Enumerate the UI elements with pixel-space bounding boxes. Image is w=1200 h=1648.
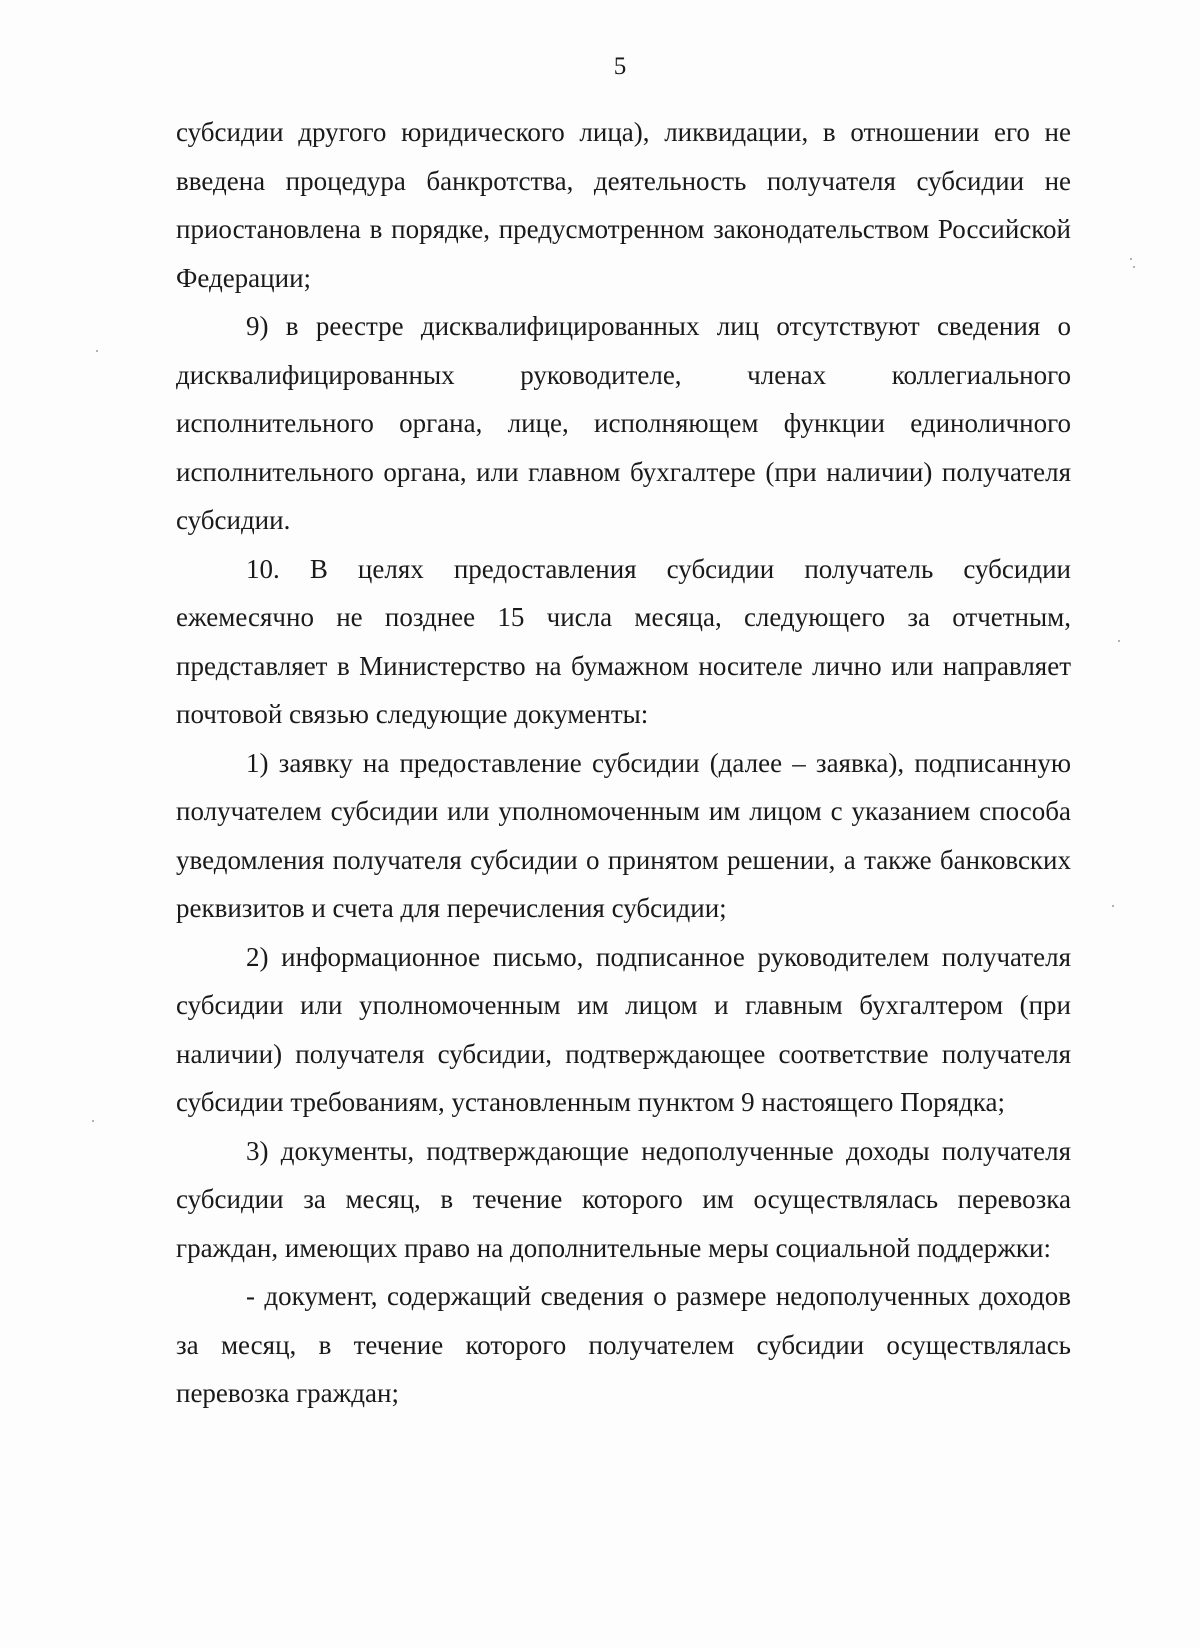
paragraph-item-3: 3) документы, подтверждающие недополученные доходы получателя субсидии за месяц, в течение которого им осуществлялась перевозка граждан, имеющих право на дополнительные меры социальной поддержки:: [176, 1135, 1071, 1263]
paragraph-dash-item: - документ, содержащий сведения о размере недополученных доходов за месяц, в течение которого получателем субсидии осуществлялась перевозка граждан;: [176, 1281, 1071, 1408]
paragraph-item-9: 9) в реестре дисквалифицированных лиц отсутствуют сведения о дисквалифицированных руководителе, членах коллегиального исполнительного органа, лице, исполняющем функции единоличного исполнительного органа, или главном бухгалтере (при наличии) получателя субсидии.: [176, 311, 1071, 535]
scan-speck: [1118, 640, 1120, 642]
scan-speck: [1112, 905, 1114, 907]
paragraph-clause-10: 10. В целях предоставления субсидии получатель субсидии ежемесячно не позднее 15 числа месяца, следующего за отчетным, представляет в Министерство на бумажном носителе лично или направляет почтовой связью следующие документы:: [176, 553, 1071, 729]
page-number: 5: [613, 53, 627, 80]
scan-speck: [92, 1120, 94, 1122]
paragraph-continuation: субсидии другого юридического лица), ликвидации, в отношении его не введена процедура банкротства, деятельность получателя субсидии не приостановлена в порядке, предусмотренном законодательством Российской Федерации;: [176, 117, 1071, 293]
scan-speck: [1130, 258, 1132, 260]
scan-speck: [96, 350, 98, 352]
document-body: [176, 108, 1071, 1418]
paragraph-item-2: 2) информационное письмо, подписанное руководителем получателя субсидии или уполномоченным им лицом и главным бухгалтером (при наличии) получателя субсидии, подтверждающее соответствие получателя субсидии требованиям, установленным пунктом 9 настоящего Порядка;: [176, 941, 1071, 1117]
paragraph-item-1: 1) заявку на предоставление субсидии (далее – заявка), подписанную получателем субсидии или уполномоченным им лицом с указанием способа уведомления получателя субсидии о принятом решении, а также банковских реквизитов и счета для перечисления субсидии;: [176, 747, 1071, 923]
scan-speck: [1133, 266, 1135, 268]
